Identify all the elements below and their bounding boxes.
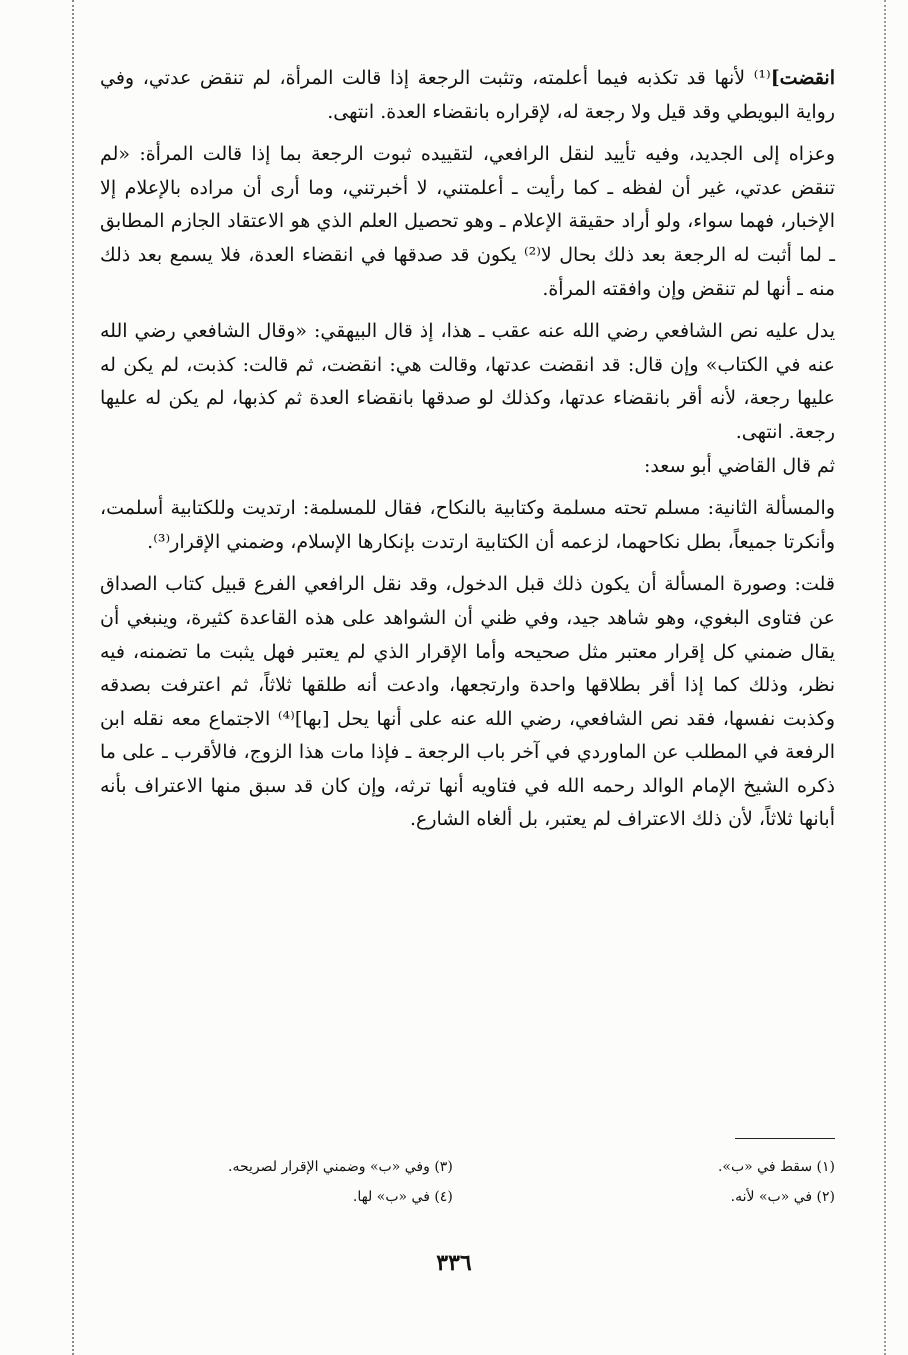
paragraph-5 [100,492,835,559]
paragraph-text: ثم قال القاضي أبو سعد: [643,454,835,477]
paragraph-text: والمسألة الثانية: مسلم تحته مسلمة وكتابية بالنكاح، فقال للمسلمة: ارتديت وللكتابية أسلمت، وأنكرتا جميعاً، بطل نكاحهما، لزعمه أن الكتابية ارتدت بإنكارها الإسلام، وضمني الإقرار⁽³⁾. [100,497,835,553]
paragraph-6 [100,568,835,837]
left-margin-guide [72,0,74,1355]
paragraph-3 [100,315,835,449]
page-body [100,62,835,846]
paragraph-text: قلت: وصورة المسألة أن يكون ذلك قبل الدخول، وقد نقل الرافعي الفرع قبيل كتاب الصداق عن فتاوى البغوي، وهو شاهد جيد، وفي ظني أن الشواهد على هذه القاعدة كثيرة، وينبغي أن يقال ضمني كل إقرار معتبر مثل صحيحه وأما الإقرار الذي لم يعتبر فهل يثبت ما تضمنه، فيه نظر، وذلك كما إذا أقر بطلاقها واحدة وارتجعها، وادعت أنه طلقها ثلاثاً، ثم اعترفت بصدقه وكذبت نفسها، فقد نص الشافعي، رضي الله عنه على أنها يحل [بها]⁽⁴⁾ الاجتماع معه نقله ابن الرفعة في المطلب عن الماوردي في آخر باب الرجعة ـ فإذا مات هذا الزوج، فالأقرب ـ على ما ذكره الشيخ الإمام الوالد رحمه الله في فتاويه أنها ترثه، وإن كان قد سبق منها الاعتراف بأنه أبانها ثلاثاً، لأن ذلك الاعتراف لم يعتبر، بل ألغاه الشارع. [100,573,835,831]
footnote-2: (٢) في «ب» لأنه. [730,1189,835,1205]
paragraph-text: ⁽¹⁾ لأنها قد تكذبه فيما أعلمته، وتثبت الرجعة إذا قالت المرأة، لم تنقض عدتي، وفي رواية البويطي وقد قيل ولا رجعة له، لإقراره بانقضاء العدة. انتهى. [100,67,835,123]
footnote-1: (١) سقط في «ب». [717,1159,835,1175]
paragraph-lead: انقضت] [770,67,835,89]
right-margin-guide [884,0,886,1355]
paragraph-text: يدل عليه نص الشافعي رضي الله عنه عقب ـ هذا، إذ قال البيهقي: «وقال الشافعي رضي الله عنه في الكتاب» وإن قال: قد انقضت عدتها، وقالت هي: انقضت، ثم قالت: كذبت، لم يكن له عليها رجعة، لأنه أقر بانقضاء عدتها، وكذلك لو صدقها بانقضاء العدة ثم كذبها، لم يكن له عليها رجعة. انتهى. [100,320,835,443]
footnote-row [100,1182,835,1212]
page-number: ٣٣٦ [436,1250,472,1276]
paragraph-1 [100,62,835,129]
paragraph-2 [100,138,835,306]
footnote-separator [735,1138,835,1139]
paragraph-text: وعزاه إلى الجديد، وفيه تأييد لنقل الرافعي، لتقييده ثبوت الرجعة بما إذا قالت المرأة: «لم تنقض عدتي، غير أن لفظه ـ كما رأيت ـ أعلمتني، لا أخبرتني، وما أرى أن مراده بالإعلام إلا الإخبار، فهما سواء، ولو أراد حقيقة الإعلام ـ وهو تحصيل العلم الذي هو الاعتقاد الجازم المطابق ـ لما أثبت له الرجعة بعد ذلك بحال لا⁽²⁾ يكون قد صدقها في انقضاء العدة، فلا يسمع بعد ذلك منه ـ أنها لم تنقض وإن وافقته المرأة. [100,143,835,300]
footnote-row [100,1152,835,1182]
footnotes [100,1152,835,1212]
paragraph-4 [100,450,835,484]
footnote-3: (٣) وفي «ب» وضمني الإقرار لصريحه. [228,1159,453,1175]
footnote-4: (٤) في «ب» لها. [352,1189,453,1205]
